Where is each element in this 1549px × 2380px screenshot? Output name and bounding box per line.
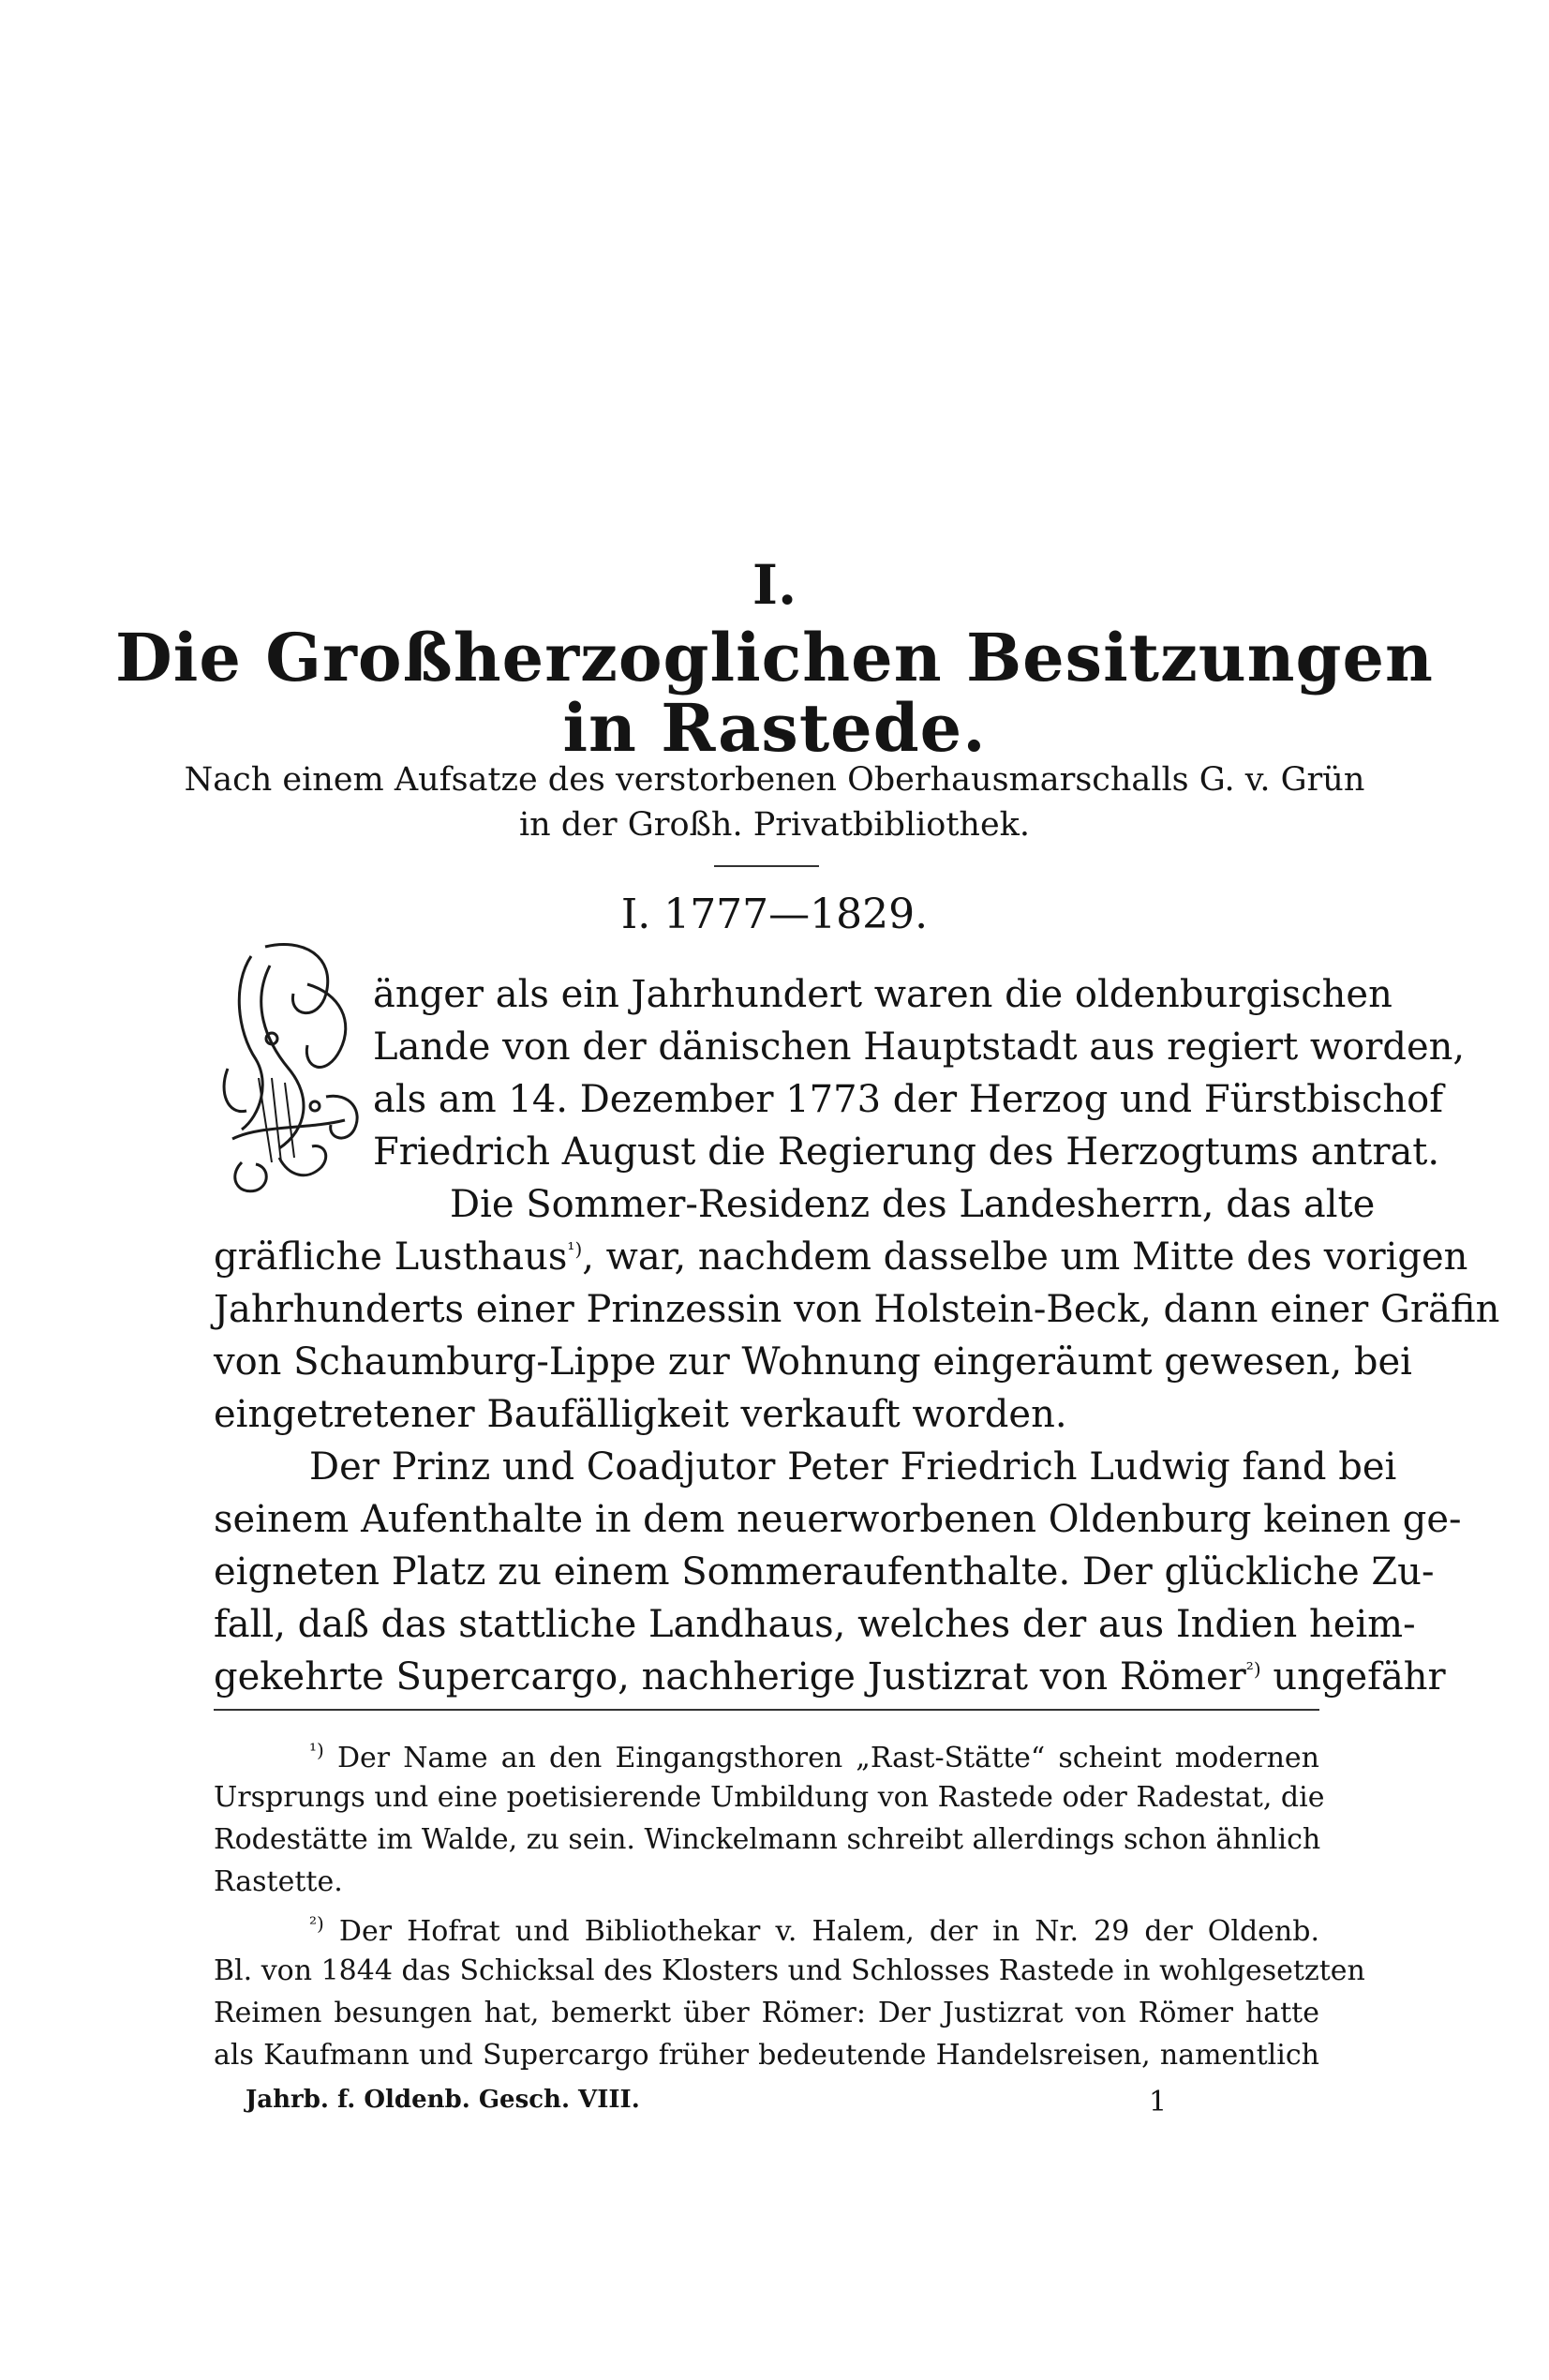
footnote-marker: ²) <box>309 1912 324 1935</box>
body-line: Der Prinz und Coadjutor Peter Friedrich Ludwig fand bei <box>309 1445 1397 1489</box>
heading-divider <box>714 865 819 867</box>
body-line: als am 14. Dezember 1773 der Herzog und Fürstbischof <box>373 1078 1444 1121</box>
footnote-divider <box>214 1709 1319 1711</box>
footnote-line: Bl. von 1844 das Schicksal des Klosters und Schlosses Rastede in wohlgesetzten <box>214 1954 1365 1987</box>
footnote-reference: ¹) <box>567 1237 583 1261</box>
subtitle-line1: Nach einem Aufsatze des verstorbenen Oberhausmarschalls G. v. Grün <box>184 761 1365 799</box>
body-text: , war, nachdem dasselbe um Mitte des vorigen <box>582 1235 1468 1279</box>
body-text: ungefähr <box>1260 1655 1446 1699</box>
footnote-line <box>309 1739 1319 1774</box>
chapter-number: I. <box>752 553 797 617</box>
footnote-marker: ¹) <box>309 1739 324 1761</box>
body-line: fall, daß das stattliche Landhaus, welches der aus Indien heim- <box>214 1603 1416 1646</box>
body-line: eingetretener Baufälligkeit verkauft worden. <box>214 1393 1067 1436</box>
body-line <box>214 1235 1468 1279</box>
body-line: Friedrich August die Regierung des Herzogtums antrat. <box>373 1130 1440 1174</box>
body-line: seinem Aufenthalte in dem neuerworbenen Oldenburg keinen ge- <box>214 1498 1462 1541</box>
footnote-line: Rastette. <box>214 1865 343 1898</box>
subtitle-line2: in der Großh. Privatbibliothek. <box>518 806 1031 844</box>
body-line: eigneten Platz zu einem Sommeraufenthalte. Der glückliche Zu- <box>214 1550 1435 1594</box>
footnote-line: Rodestätte im Walde, zu sein. Winckelmann schreibt allerdings schon ähnlich <box>214 1823 1321 1856</box>
body-line: Lande von der dänischen Hauptstadt aus regiert worden, <box>373 1025 1466 1069</box>
body-line: Jahrhunderts einer Prinzessin von Holstein-Beck, dann einer Gräfin <box>214 1288 1500 1331</box>
footnote-reference: ²) <box>1245 1657 1261 1681</box>
footnote-text: Der Name an den Eingangsthoren „Rast-Stätte“ scheint modernen <box>323 1742 1319 1774</box>
footnote-line <box>309 1912 1319 1948</box>
page-title-line2: in Rastede. <box>562 689 987 767</box>
footnote-line: als Kaufmann und Supercargo früher bedeutende Handelsreisen, namentlich <box>214 2039 1319 2072</box>
footnote-line: Ursprungs und eine poetisierende Umbildung von Rastede oder Radestat, die <box>214 1781 1325 1814</box>
page-number: 1 <box>1149 2086 1168 2118</box>
decorated-initial-ornament <box>214 928 373 1200</box>
body-line: von Schaumburg-Lippe zur Wohnung eingeräumt gewesen, bei <box>214 1340 1412 1384</box>
section-heading: I. 1777—1829. <box>620 891 929 938</box>
footnote-text: Der Hofrat und Bibliothekar v. Halem, der in Nr. 29 der Oldenb. <box>323 1915 1319 1948</box>
body-line <box>214 1655 1446 1699</box>
body-text: gekehrte Supercargo, nachherige Justizrat von Römer <box>214 1655 1246 1699</box>
body-line: Die Sommer-Residenz des Landesherrn, das alte <box>450 1183 1376 1226</box>
body-text: gräfliche Lusthaus <box>214 1235 568 1279</box>
journal-signature: Jahrb. f. Oldenb. Gesch. VIII. <box>246 2086 640 2114</box>
page-title-line1: Die Großherzoglichen Besitzungen <box>115 619 1434 696</box>
body-line: änger als ein Jahrhundert waren die oldenburgischen <box>373 973 1393 1016</box>
footnote-line: Reimen besungen hat, bemerkt über Römer: Der Justizrat von Römer hatte <box>214 1997 1319 2029</box>
